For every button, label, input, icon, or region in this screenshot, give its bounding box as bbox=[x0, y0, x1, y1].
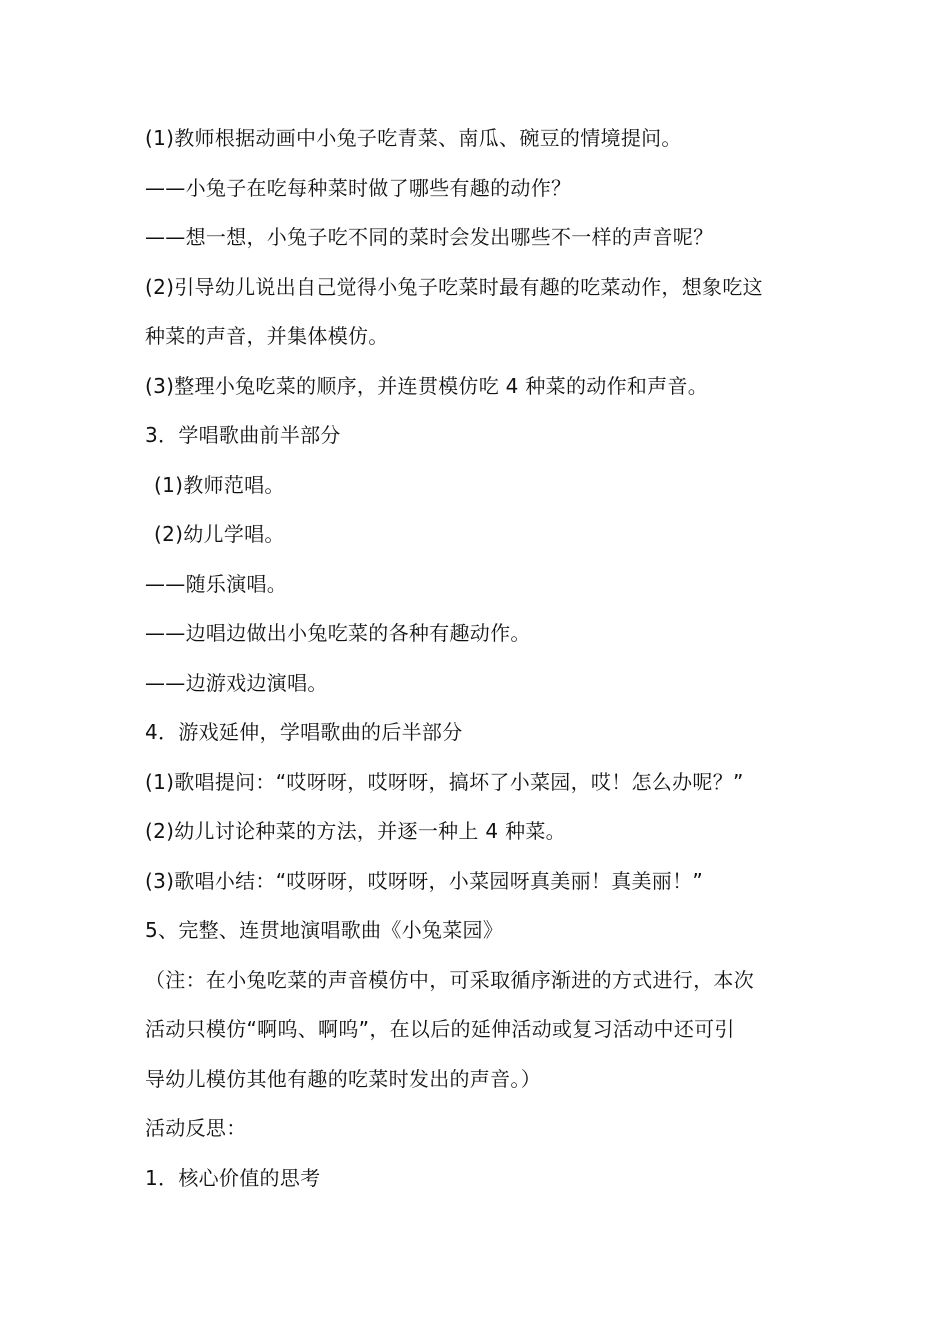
paragraph-line: (3)整理小兔吃菜的顺序，并连贯模仿吃 4 种菜的动作和声音。 bbox=[145, 373, 709, 398]
paragraph-line: ——边游戏边演唱。 bbox=[145, 670, 328, 695]
paragraph-line: (2)引导幼儿说出自己觉得小兔子吃菜时最有趣的吃菜动作，想象吃这 bbox=[145, 274, 763, 299]
section-heading: 1．核心价值的思考 bbox=[145, 1165, 321, 1190]
paragraph-line: (1)教师根据动画中小兔子吃青菜、南瓜、碗豆的情境提问。 bbox=[145, 126, 682, 150]
paragraph-line: ——随乐演唱。 bbox=[145, 571, 288, 596]
paragraph-line: 种菜的声音，并集体模仿。 bbox=[145, 324, 389, 348]
document-body bbox=[145, 118, 810, 1207]
paragraph-line: (1)歌唱提问：“哎呀呀，哎呀呀，搞坏了小菜园，哎！怎么办呢？” bbox=[145, 769, 744, 794]
note-line: （注：在小兔吃菜的声音模仿中，可采取循序渐进的方式进行，本次 bbox=[145, 967, 754, 992]
note-line: 导幼儿模仿其他有趣的吃菜时发出的声音。） bbox=[145, 1066, 541, 1091]
paragraph-line: (3)歌唱小结：“哎呀呀，哎呀呀，小菜园呀真美丽！真美丽！” bbox=[145, 868, 704, 893]
paragraph-line: (2)幼儿学唱。 bbox=[154, 522, 285, 546]
paragraph-line: ——想一想，小兔子吃不同的菜时会发出哪些不一样的声音呢？ bbox=[145, 225, 714, 249]
paragraph-line: (1)教师范唱。 bbox=[154, 472, 285, 497]
section-heading: 4．游戏延伸，学唱歌曲的后半部分 bbox=[145, 720, 463, 744]
section-heading: 3．学唱歌曲前半部分 bbox=[145, 423, 341, 447]
section-heading: 5、完整、连贯地演唱歌曲《小兔菜园》 bbox=[145, 918, 504, 942]
paragraph-line: ——边唱边做出小兔吃菜的各种有趣动作。 bbox=[145, 621, 531, 645]
note-line: 活动只模仿“啊呜、啊呜”，在以后的延伸活动或复习活动中还可引 bbox=[145, 1017, 735, 1041]
section-heading: 活动反思： bbox=[145, 1116, 247, 1140]
paragraph-line: (2)幼儿讨论种菜的方法，并逐一种上 4 种菜。 bbox=[145, 819, 566, 843]
paragraph-line: ——小兔子在吃每种菜时做了哪些有趣的动作？ bbox=[145, 175, 572, 200]
